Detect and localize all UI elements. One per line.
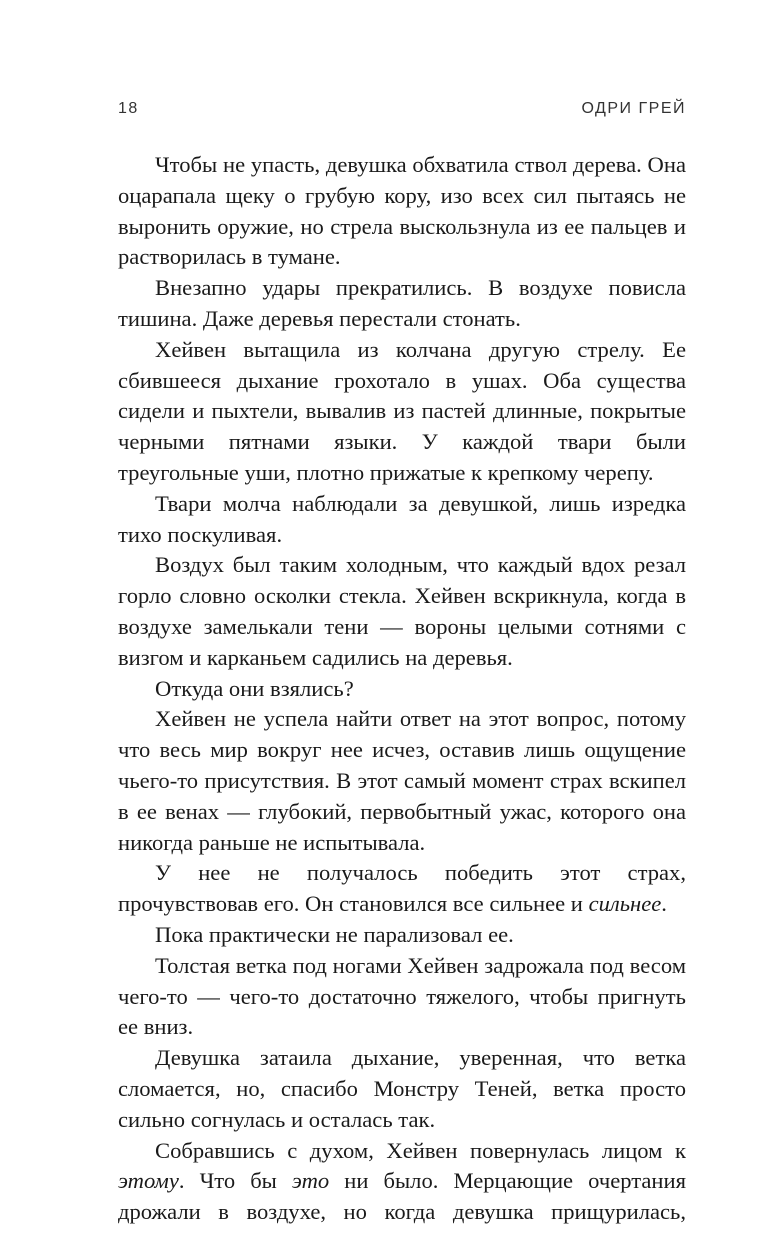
paragraph: Воздух был таким холодным, что каждый вдох резал горло словно осколки стекла. Хейвен вскрикнула, когда в воздухе замелькали тени — вороны целыми сотнями с визгом и карканьем садились на деревья. — [118, 552, 686, 670]
paragraph-text: . Что бы — [178, 1168, 292, 1194]
paragraph: Хейвен вытащила из колчана другую стрелу. Ее сбившееся дыхание грохотало в ушах. Оба существа сидели и пыхтели, вывалив из пастей длинные, покрытые черными пятнами языки. У каждой твари были треугольные уши, плотно прижатые к крепкому черепу. — [118, 336, 686, 485]
emphasis: сильнее — [588, 891, 662, 917]
paragraph: Хейвен не успела найти ответ на этот вопрос, потому что весь мир вокруг нее исчез, оставив лишь ощущение чьего-то присутствия. В этот самый момент страх вскипел в ее венах — глубокий, первобытный ужас, которого она никогда раньше не испытывала. — [118, 706, 686, 855]
paragraph: Откуда они взялись? — [155, 675, 354, 701]
running-head-author: ОДРИ ГРЕЙ — [581, 100, 686, 117]
paragraph-text: ни было. Мерцающие очертания дрожали в воздухе, но когда девушка прищурилась, — [118, 1168, 686, 1225]
paragraph-text: . — [661, 891, 667, 917]
paragraph — [118, 858, 686, 920]
emphasis: этому — [118, 1168, 179, 1194]
paragraph: Толстая ветка под ногами Хейвен задрожала под весом чего-то — чего-то достаточно тяжелого, чтобы пригнуть ее вниз. — [118, 952, 686, 1040]
paragraph-text: Собравшись с духом, Хейвен повернулась лицом к — [155, 1137, 686, 1163]
paragraph: Твари молча наблюдали за девушкой, лишь изредка тихо поскуливая. — [118, 490, 686, 547]
paragraph: Внезапно удары прекратились. В воздухе повисла тишина. Даже деревья перестали стонать. — [118, 275, 686, 331]
page-number: 18 — [118, 100, 139, 117]
paragraph-text: У нее не получалось победить этот страх, прочувствовав его. Он становился все сильнее и — [118, 860, 686, 917]
emphasis: это — [291, 1168, 330, 1194]
paragraph: Чтобы не упасть, девушка обхватила ствол дерева. Она оцарапала щеку о грубую кору, изо всех сил пытаясь не выронить оружие, но стрела выскользнула из ее пальцев и растворилась в тумане. — [118, 152, 686, 270]
paragraph: Девушка затаила дыхание, уверенная, что ветка сломается, но, спасибо Монстру Теней, ветка просто сильно согнулась и осталась так. — [118, 1045, 686, 1132]
page-header — [118, 100, 686, 124]
paragraph — [118, 1136, 686, 1228]
paragraph: Пока практически не парализовал ее. — [155, 921, 514, 947]
body-text — [118, 150, 686, 1228]
